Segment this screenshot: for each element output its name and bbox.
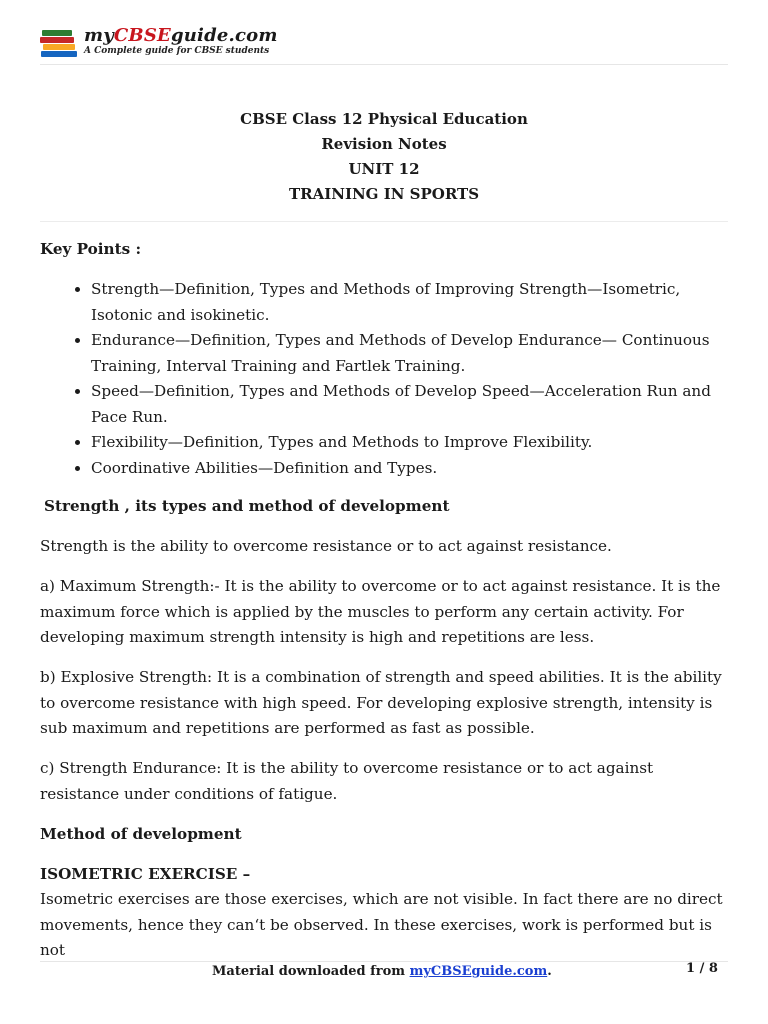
logo-tagline: A Complete guide for CBSE students xyxy=(84,46,270,56)
title-line: TRAINING IN SPORTS xyxy=(288,185,480,203)
document-title xyxy=(40,107,728,207)
paragraph: c) Strength Endurance: It is the ability to overcome resistance or to act against resistance under conditions of fatigue. xyxy=(40,759,654,803)
section-heading: Method of development xyxy=(40,824,242,843)
document-body xyxy=(40,237,730,964)
title-line: UNIT 12 xyxy=(348,160,420,178)
list-item: • Flexibility—Definition, Types and Methods to Improve Flexibility. xyxy=(91,430,730,456)
subheading: ISOMETRIC EXERCISE – xyxy=(40,864,251,883)
site-logo[interactable] xyxy=(40,25,278,62)
title-line: Revision Notes xyxy=(321,135,447,153)
section-heading: Strength , its types and method of development xyxy=(44,497,450,515)
footer-suffix: . xyxy=(547,964,552,979)
footer-link[interactable]: myCBSEguide.com xyxy=(409,964,548,979)
page-header xyxy=(40,22,728,65)
key-points-list xyxy=(40,277,730,481)
key-points-heading: Key Points : xyxy=(40,240,142,258)
list-item: • Endurance—Definition, Types and Methods of Develop Endurance— Continuous Training, Interval Training and Fartlek Training. xyxy=(91,328,730,379)
list-item: • Speed—Definition, Types and Methods of Develop Speed—Acceleration Run and Pace Run. xyxy=(91,379,730,430)
list-item: • Coordinative Abilities—Definition and Types. xyxy=(91,456,730,482)
paragraph-text: Isometric exercises are those exercises, which are not visible. In fact there are no direct movements, hence they can‘t be observed. In these exercises, work is performed but is not xyxy=(40,890,723,959)
footer-prefix: Material downloaded from xyxy=(212,964,410,979)
title-line: CBSE Class 12 Physical Education xyxy=(240,110,528,128)
logo-wordmark: myCBSEguide.com xyxy=(84,25,278,46)
page-number: 1 / 8 xyxy=(686,961,718,976)
paragraph: a) Maximum Strength:- It is the ability to overcome or to act against resistance. It is the maximum force which is applied by the muscles to perform any certain activity. For developing maximum strength intensity is high and repetitions are less. xyxy=(40,577,721,646)
list-item: • Strength—Definition, Types and Methods of Improving Strength—Isometric, Isotonic and isokinetic. xyxy=(91,277,730,328)
footer-credit xyxy=(212,964,552,979)
books-icon xyxy=(40,28,80,58)
paragraph: b) Explosive Strength: It is a combination of strength and speed abilities. It is the ability to overcome resistance with high speed. For developing explosive strength, intensity is sub maximum and repetitions are performed as fast as possible. xyxy=(40,668,722,737)
footer-divider xyxy=(40,961,728,962)
paragraph: Strength is the ability to overcome resistance or to act against resistance. xyxy=(40,537,612,555)
paragraph xyxy=(40,862,730,964)
title-divider xyxy=(40,221,728,222)
